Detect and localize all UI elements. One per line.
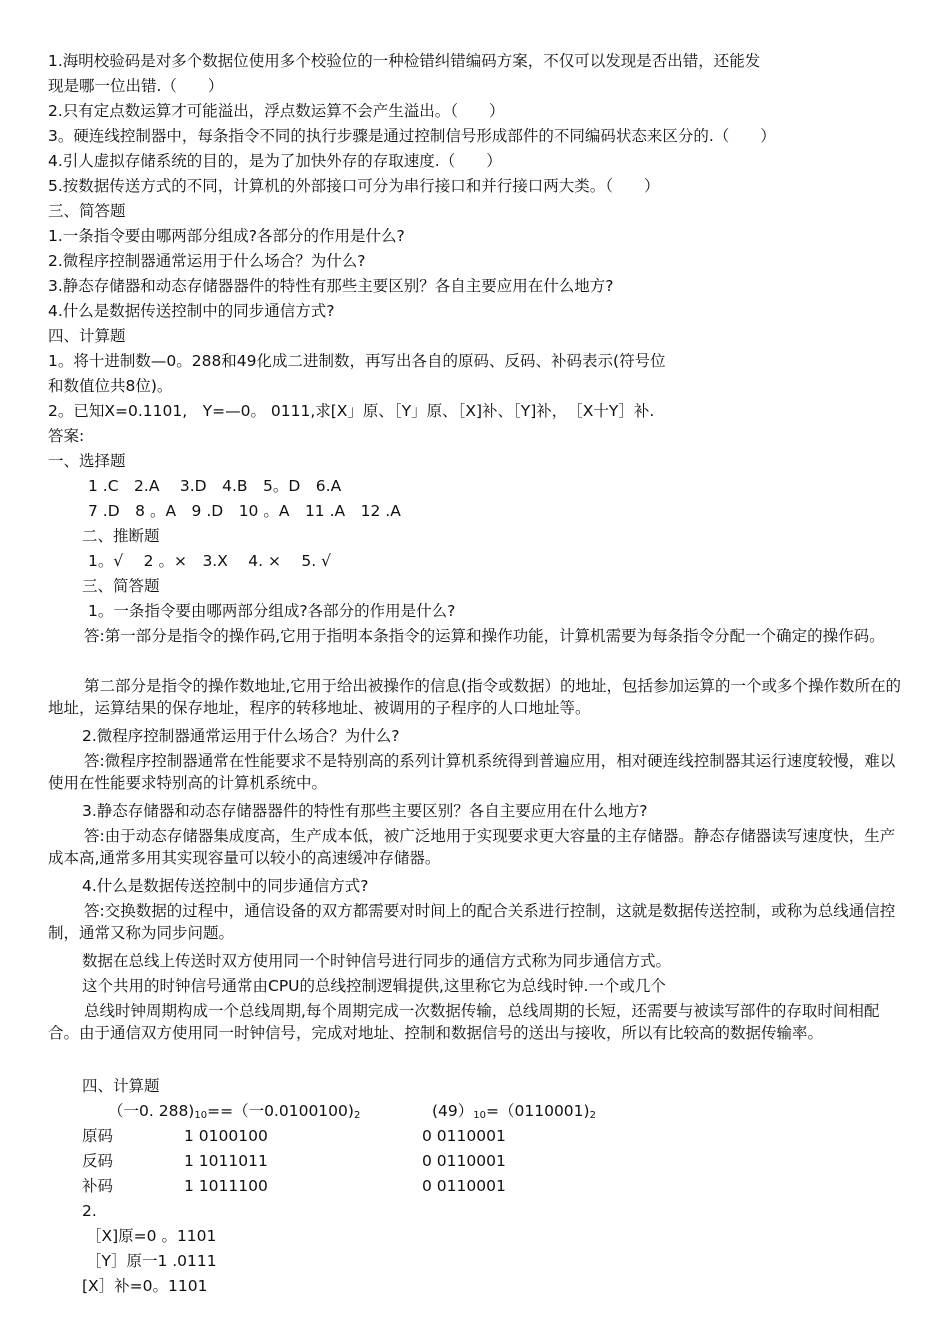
answer-3-paragraph: 答:由于动态存储器集成度高，生产成本低，被广泛地用于实现要求更大容量的主存储器。静态存储器读写速度快，生产成本高,通常多用其实现容量可以较小的高速缓冲存储器。 xyxy=(48,827,896,867)
short-question-4: 4.什么是数据传送控制中的同步通信方式? xyxy=(48,302,335,320)
choice-answers-row-2: 7 .D 8 。A 9 .D 10 。A 11 .A 12 .A xyxy=(88,502,401,520)
code-value-negative: 1 0100100 xyxy=(184,1127,268,1145)
judge-question-1: 1.海明校验码是对多个数据位使用多个校验位的一种检错纠错编码方案，不仅可以发现是否出错，还能发 xyxy=(48,52,761,70)
section-heading-short-answer: 三、简答题 xyxy=(48,202,126,220)
answer-1-paragraph-1: 答:第一部分是指令的操作码,它用于指明本条指令的运算和操作功能，计算机需要为每条指令分配一个确定的操作码。 xyxy=(84,627,885,645)
answer-4-paragraph-3: 这个共用的时钟信号通常由CPU的总线控制逻辑提供,这里称它为总线时钟.一个或几个 xyxy=(82,977,666,995)
answer-1-paragraph-2: 第二部分是指令的操作数地址,它用于给出被操作的信息(指令或数据）的地址，包括参加运算的一个或多个操作数所在的地址，运算结果的保存地址，程序的转移地址、被调用的子程序的人口地址等。 xyxy=(48,677,901,717)
answer-question-4: 4.什么是数据传送控制中的同步通信方式? xyxy=(82,877,369,895)
conversion-positive xyxy=(432,1100,596,1127)
judge-question-3: 3。硬连线控制器中，每条指令不同的执行步骤是通过控制信号形成部件的不同编码状态来区分的.（ ） xyxy=(48,127,776,145)
short-question-2: 2.微程序控制器通常运用于什么场合？为什么? xyxy=(48,252,366,270)
answer-2-paragraph: 答:微程序控制器通常在性能要求不是特别高的系列计算机系统得到普遍应用，相对硬连线控制器其运行速度较慢，难以使用在性能要求特别高的计算机系统中。 xyxy=(48,752,896,792)
subscript-base-2: 2 xyxy=(589,1110,596,1121)
code-value-positive: 0 0110001 xyxy=(422,1127,506,1145)
judge-question-2: 2.只有定点数运算才可能溢出，浮点数运算不会产生溢出。（ ） xyxy=(48,102,505,120)
subscript-base-10: 10 xyxy=(194,1110,208,1121)
answer-4-paragraph-4: 总线时钟周期构成一个总线周期,每个周期完成一次数据传输，总线周期的长短，还需要与被读写部件的存取时间相配合。由于通信双方使用同一时钟信号，完成对地址、控制和数据信号的送出与接收，所以有比较高的数据传输率。 xyxy=(48,1002,880,1042)
answer-4-paragraph-2: 数据在总线上传送时双方使用同一个时钟信号进行同步的通信方式称为同步通信方式。 xyxy=(82,952,672,970)
conversion-negative-value: （一0. 288) xyxy=(108,1102,195,1120)
answer-heading-short: 三、简答题 xyxy=(82,577,160,595)
choice-answers-row-1: 1 .C 2.A 3.D 4.B 5。D 6.A xyxy=(88,477,342,495)
judge-question-5: 5.按数据传送方式的不同，计算机的外部接口可分为串行接口和并行接口两大类。（ ） xyxy=(48,177,660,195)
subscript-base-10: 10 xyxy=(473,1110,487,1121)
calc-question-2: 2。已知X=0.1101, Y=—0。 0111,求[X」原、［Y」原、［X]补、［Y]补， ［X十Y］补. xyxy=(48,402,655,420)
short-question-1: 1.一条指令要由哪两部分组成?各部分的作用是什么? xyxy=(48,227,405,245)
conversion-negative xyxy=(108,1100,360,1127)
code-value-positive: 0 0110001 xyxy=(422,1152,506,1170)
conversion-positive-value: (49） xyxy=(432,1102,474,1120)
judge-question-4: 4.引人虚拟存储系统的目的，是为了加快外存的存取速度.（ ） xyxy=(48,152,502,170)
judge-answers: 1。√ 2 。× 3.X 4. × 5. √ xyxy=(88,552,331,570)
calc-question-1: 1。将十进制数—0。288和49化成二进制数，再写出各自的原码、反码、补码表示(符号位 xyxy=(48,352,666,370)
conversion-positive-binary: =（0110001) xyxy=(486,1102,590,1120)
calc-2-line-y-sign-magnitude: ［Y］原一1 .0111 xyxy=(86,1252,217,1270)
answer-question-3: 3.静态存储器和动态存储器器件的特性有那些主要区别？各自主要应用在什么地方? xyxy=(82,802,648,820)
calc-2-line-x-sign-magnitude: ［X]原=0 。1101 xyxy=(86,1227,217,1245)
code-value-negative: 1 1011100 xyxy=(184,1177,268,1195)
code-label-ones-complement: 反码 xyxy=(82,1152,114,1170)
code-label-sign-magnitude: 原码 xyxy=(82,1127,114,1145)
answer-heading-choice: 一、选择题 xyxy=(48,452,126,470)
code-label-twos-complement: 补码 xyxy=(82,1177,114,1195)
code-value-positive: 0 0110001 xyxy=(422,1177,506,1195)
short-question-3: 3.静态存储器和动态存储器器件的特性有那些主要区别？各自主要应用在什么地方? xyxy=(48,277,614,295)
calc-2-label: 2. xyxy=(82,1202,97,1220)
judge-question-1-cont: 现是哪一位出错.（ ） xyxy=(48,77,224,95)
answer-label: 答案: xyxy=(48,427,85,445)
answer-question-1: 1。一条指令要由哪两部分组成?各部分的作用是什么? xyxy=(88,602,456,620)
code-value-negative: 1 1011011 xyxy=(184,1152,268,1170)
conversion-negative-binary: ==（一0.0100100) xyxy=(207,1102,354,1120)
answer-heading-judge: 二、推断题 xyxy=(82,527,160,545)
answer-4-paragraph-1: 答:交换数据的过程中，通信设备的双方都需要对时间上的配合关系进行控制，这就是数据传送控制，或称为总线通信控制，通常又称为同步问题。 xyxy=(48,902,896,942)
section-heading-calculation: 四、计算题 xyxy=(48,327,126,345)
answer-heading-calculation: 四、计算题 xyxy=(82,1077,160,1095)
calc-2-line-x-twos-complement: [X］补=0。1101 xyxy=(82,1277,208,1295)
subscript-base-2: 2 xyxy=(353,1110,361,1121)
answer-question-2: 2.微程序控制器通常运用于什么场合？为什么? xyxy=(82,727,400,745)
calc-question-1-cont: 和数值位共8位)。 xyxy=(48,377,173,395)
